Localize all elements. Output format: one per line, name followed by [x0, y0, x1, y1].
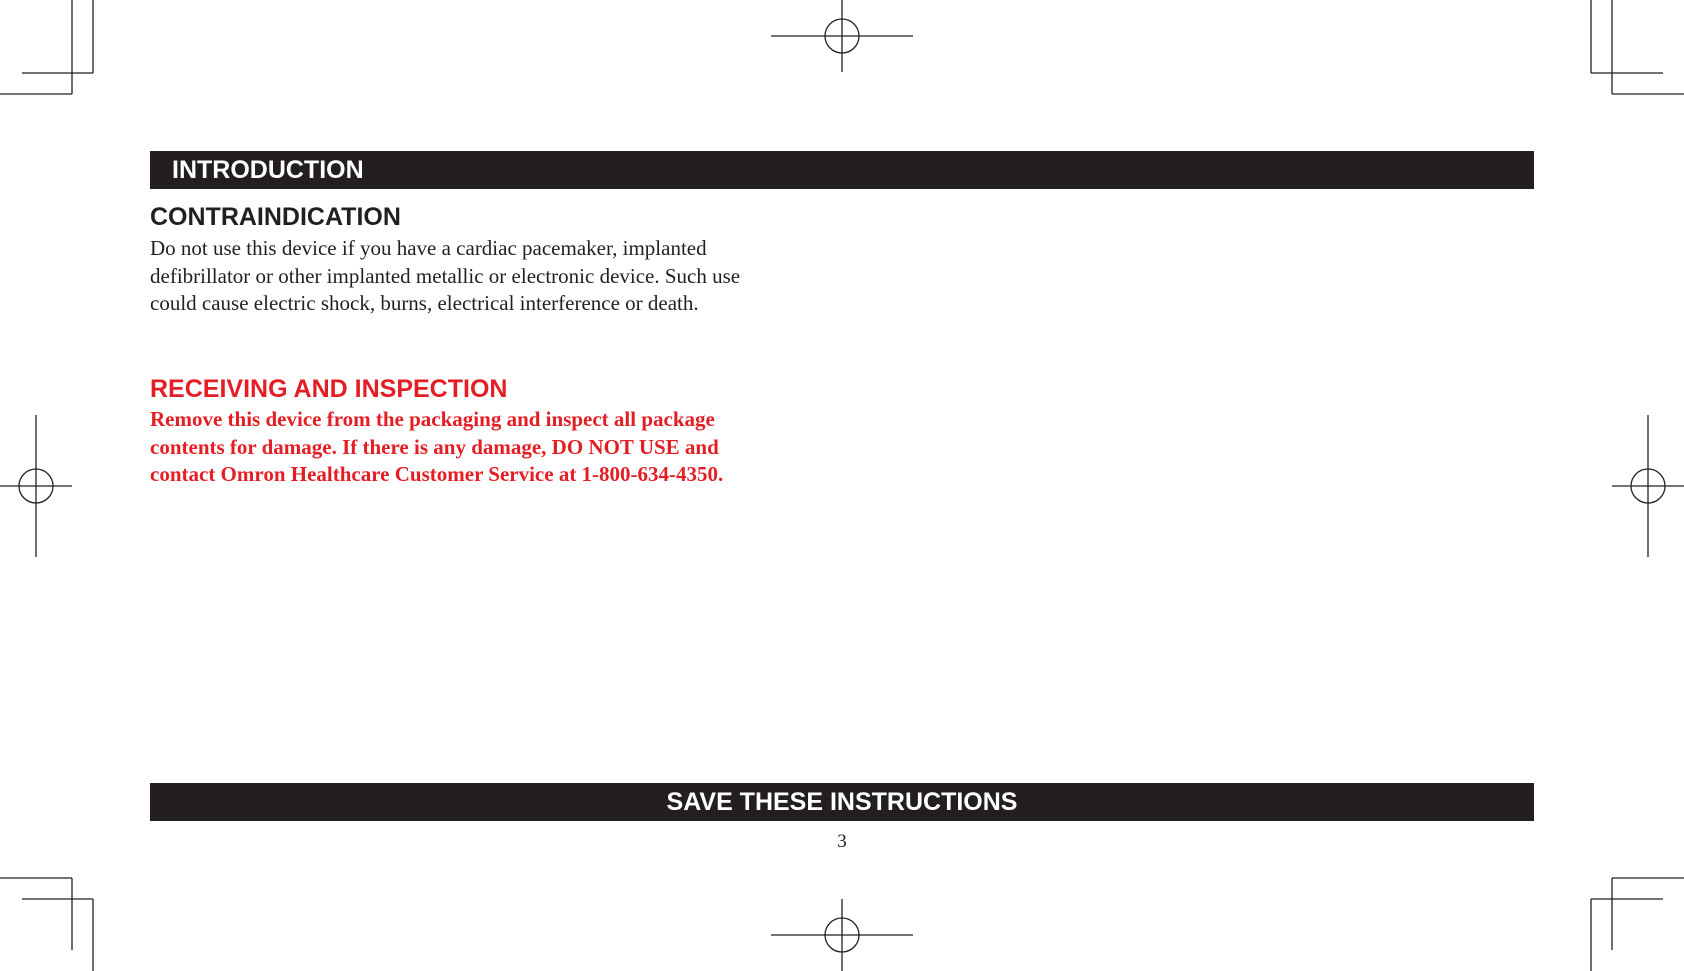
- text-line: could cause electric shock, burns, electrical interference or death.: [150, 291, 699, 315]
- page-number: 3: [837, 831, 847, 852]
- receiving-inspection-heading: RECEIVING AND INSPECTION: [150, 375, 508, 403]
- text-line: contents for damage. If there is any damage, DO NOT USE and: [150, 434, 719, 459]
- text-line: contact Omron Healthcare Customer Service at 1-800-634-4350.: [150, 462, 724, 486]
- text-line: defibrillator or other implanted metallic or electronic device. Such use: [150, 263, 741, 288]
- contraindication-heading: CONTRAINDICATION: [150, 203, 401, 231]
- save-instructions-banner: [150, 783, 1534, 821]
- contraindication-text: [150, 235, 810, 318]
- text-line: Do not use this device if you have a cardiac pacemaker, implanted: [150, 236, 707, 260]
- text-line: Remove this device from the packaging and inspect all package: [150, 407, 715, 431]
- banner-text: SAVE THESE INSTRUCTIONS: [666, 788, 1018, 816]
- receiving-inspection-text: [150, 406, 810, 489]
- section-title: INTRODUCTION: [172, 156, 364, 184]
- section-header-bar: [150, 151, 1534, 189]
